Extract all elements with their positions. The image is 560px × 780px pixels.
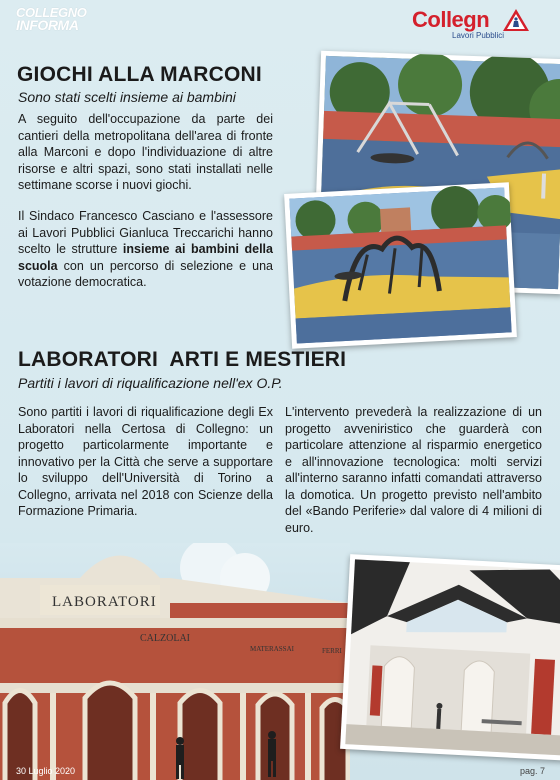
building-sign-materassai: MATERASSAI <box>250 645 294 653</box>
collegno-informa-logo: COLLEGNO INFORMA <box>16 5 87 33</box>
laboratori-building-photo <box>0 543 350 780</box>
building-sign-main: LABORATORI <box>52 594 157 610</box>
roadworks-sign-icon <box>502 8 530 32</box>
section1-paragraph2: Il Sindaco Francesco Casciano e l'assessore ai Lavori Pubblici Gianluca Treccarichi hanno scelto le strutture insieme ai bambini della scuola con un percorso di selezione e una votazione democratica. <box>18 209 273 289</box>
section2-paragraph-right: L'intervento prevederà la realizzazione di un progetto avveniristico che guarderà con particolare attenzione al risparmio energetico e all'innovazione tecnologica: molti servizi all'interno saranno infatti comandati attraverso la domotica. Un progetto previsto nell'ambito del «Bando Periferie» dal valore di 4 milioni di euro. <box>285 405 542 535</box>
section2-paragraph-left: Sono partiti i lavori di riqualificazione degli Ex Laboratori nella Certosa di Collegno: un progetto particolarmente importante e innovativo per la Città che serve a supportare lo sviluppo dell'Università di Torino a Collegno, arrivata nel 2018 con Scienze della Formazione Primaria. <box>18 405 273 518</box>
building-sign-calzolai: CALZOLAI <box>140 633 190 644</box>
playground-photo-climber <box>284 182 517 349</box>
issue-date: 30 Luglio 2020 <box>16 766 76 776</box>
building-sign-ferri: FERRI <box>322 647 342 655</box>
brand-subtitle: Lavori Pubblici <box>452 31 505 40</box>
section2-subtitle: Partiti i lavori di riqualificazione nell'ex O.P. <box>18 375 283 391</box>
section1-paragraph1: A seguito dell'occupazione da parte dei cantieri della metropolitana dell'area di fronte alla Marconi e dopo l'individuazione di altre risorse e altri spazi, sono stati installati nelle settimane scorse i nuovi giochi. <box>18 112 273 192</box>
brand-word: Collegn <box>412 7 490 32</box>
page-number: pag. 7 <box>520 766 546 776</box>
collegno-lavori-pubblici-logo <box>412 7 505 40</box>
highlighted-phrase: insieme ai bambini della scuola <box>18 242 273 273</box>
section2-title: LABORATORI ARTI E MESTIERI <box>18 348 347 371</box>
interior-render-photo <box>340 554 560 761</box>
section1-subtitle: Sono stati scelti insieme ai bambini <box>18 89 236 105</box>
section1-title: GIOCHI ALLA MARCONI <box>17 63 262 86</box>
